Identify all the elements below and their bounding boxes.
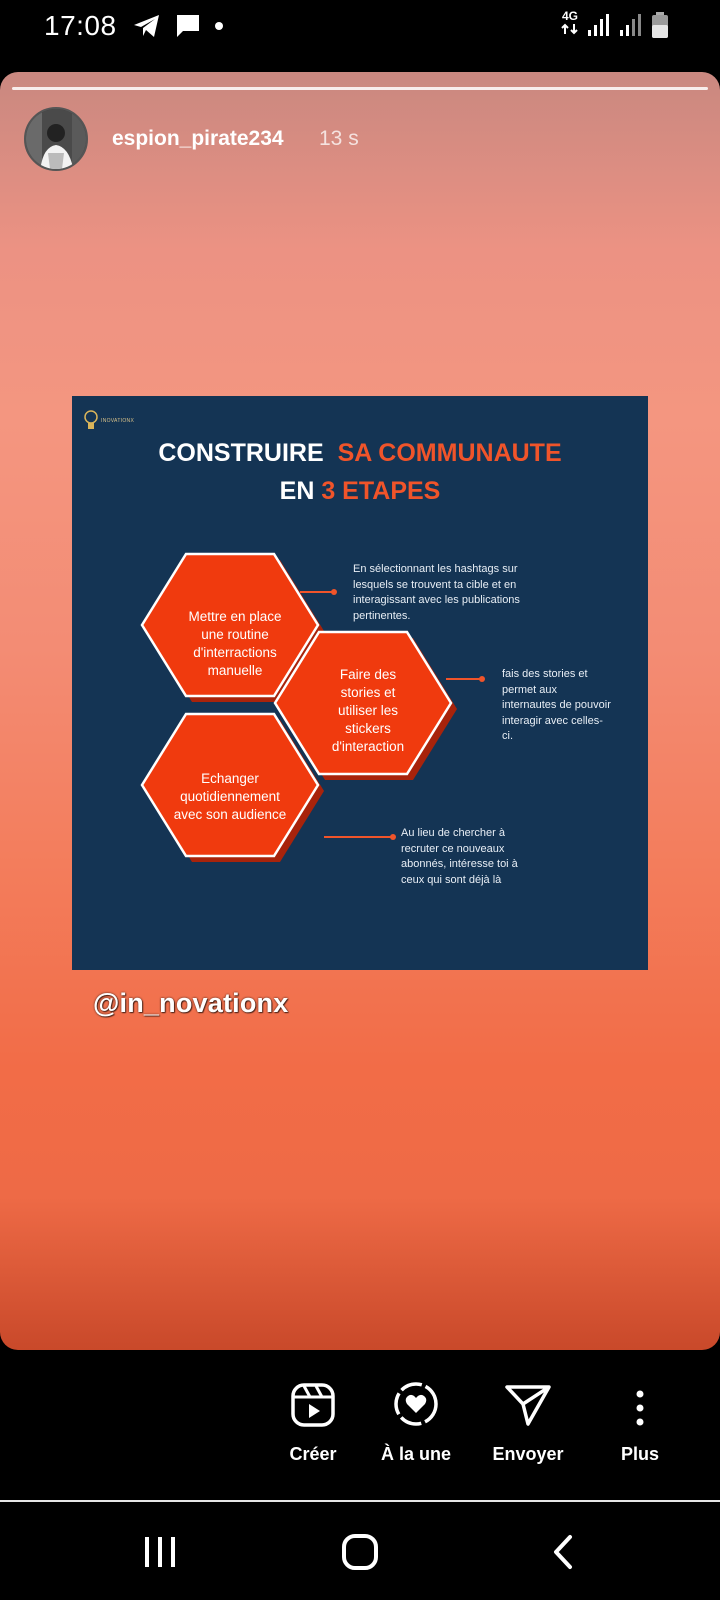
title-line2-orange: 3 ETAPES	[321, 477, 441, 505]
title-line2-white: EN	[279, 477, 315, 505]
back-icon[interactable]	[548, 1532, 578, 1572]
hex-step-2-label: Faire des stories et utiliser les stickers d'interaction	[331, 667, 405, 754]
send-label: Envoyer	[492, 1444, 564, 1464]
create-button[interactable]	[253, 1370, 373, 1465]
data-arrows-icon	[560, 23, 580, 35]
notification-dot	[214, 21, 224, 31]
battery-icon	[650, 11, 670, 39]
connector-1-dot	[331, 589, 337, 595]
signal-icon-2	[618, 12, 644, 38]
home-icon[interactable]	[340, 1532, 380, 1572]
send-icon	[504, 1382, 552, 1428]
avatar[interactable]	[24, 107, 88, 171]
story-progress-bar	[12, 87, 708, 90]
network-label: 4G	[561, 9, 578, 23]
mention-sticker[interactable]: @in_novationx	[93, 988, 289, 1018]
signal-icon	[586, 12, 612, 38]
network-indicator	[560, 10, 580, 40]
create-label: Créer	[289, 1444, 337, 1464]
title-line1-white: CONSTRUIRE	[158, 439, 324, 467]
story-view[interactable]	[0, 72, 720, 1350]
highlight-button[interactable]	[356, 1370, 476, 1465]
more-label: Plus	[620, 1444, 659, 1464]
highlight-heart-icon	[392, 1380, 440, 1428]
step-2-description: fais des stories et permet aux internautes de pouvoir interagir avec celles-ci.	[502, 668, 611, 742]
hex-step-1-label: Mettre en place une routine d'interractions manuelle	[188, 609, 282, 678]
title-line1-orange: SA COMMUNAUTE	[337, 439, 562, 467]
connector-3-dot	[390, 834, 396, 840]
reels-icon	[290, 1382, 336, 1428]
step-3-description: Au lieu de chercher à recruter ce nouveaux abonnés, intéresse toi à ceux qui sont déjà là	[401, 827, 518, 886]
connector-2-dot	[479, 676, 485, 682]
status-bar	[0, 0, 720, 60]
brand-name: INOVATIONX	[101, 418, 135, 424]
highlight-label: À la une	[380, 1444, 451, 1464]
story-actions	[0, 1370, 720, 1480]
avatar-image-icon	[26, 109, 88, 171]
status-time: 17:08	[44, 10, 117, 41]
infographic-post[interactable]	[72, 396, 648, 970]
story-username[interactable]: espion_pirate234	[112, 127, 284, 150]
telegram-icon	[132, 13, 162, 39]
hex-step-3-label: Echanger quotidiennement avec son audience	[173, 771, 287, 822]
message-icon	[174, 12, 202, 40]
more-vertical-icon	[634, 1388, 646, 1428]
system-navigation-bar	[0, 1502, 720, 1600]
more-button[interactable]	[580, 1370, 700, 1465]
status-notifications	[132, 12, 224, 40]
story-timestamp: 13 s	[319, 127, 359, 150]
status-system	[560, 10, 670, 40]
send-button[interactable]	[468, 1370, 588, 1465]
recent-apps-icon[interactable]	[140, 1532, 180, 1572]
step-1-description: En sélectionnant les hashtags sur lesquels se trouvent ta cible et en interagissant avec les publications pertinentes.	[353, 563, 520, 622]
